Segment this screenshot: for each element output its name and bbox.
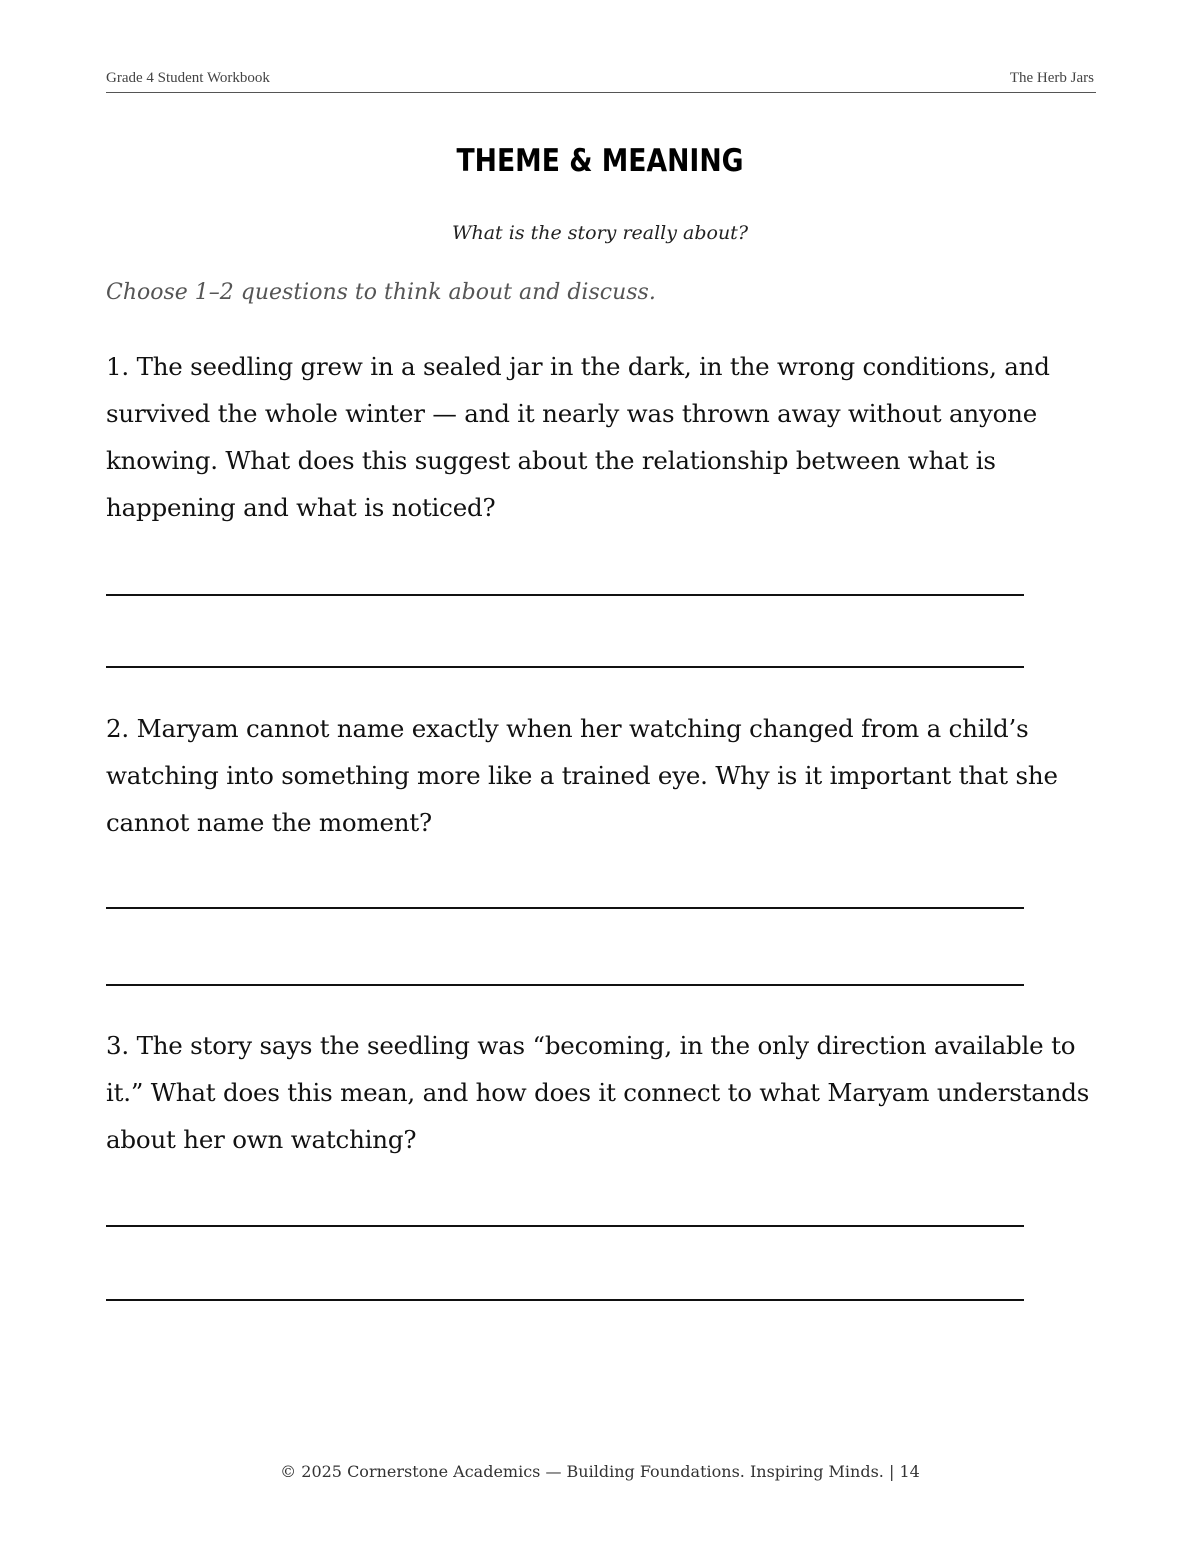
question-3: 3. The story says the seedling was “becoming, in the only direction available to it.” What does this mean, and how does it connect to what Maryam understands about her own watching? [106,1031,1090,1154]
answer-line[interactable] [106,1225,1024,1227]
answer-line[interactable] [106,666,1024,668]
answer-line[interactable] [106,594,1024,596]
answer-line[interactable] [106,984,1024,986]
page-header [106,68,1096,93]
page-title: THEME & MEANING [456,143,744,179]
story-title-label: The Herb Jars [1009,70,1094,86]
workbook-label: Grade 4 Student Workbook [106,70,270,86]
question-1: 1. The seedling grew in a sealed jar in the dark, in the wrong conditions, and survived the whole winter — and it nearly was thrown away without anyone knowing. What does this suggest about the relationship between what is happening and what is noticed? [106,352,1050,522]
answer-line[interactable] [106,1299,1024,1301]
answer-line[interactable] [106,907,1024,909]
instruction-text: Choose 1–2 questions to think about and discuss. [106,280,656,305]
page-footer: © 2025 Cornerstone Academics — Building Foundations. Inspiring Minds. | 14 [280,1462,920,1481]
question-2: 2. Maryam cannot name exactly when her watching changed from a child’s watching into something more like a trained eye. Why is it important that she cannot name the moment? [106,714,1058,837]
page-subtitle: What is the story really about? [451,222,749,244]
